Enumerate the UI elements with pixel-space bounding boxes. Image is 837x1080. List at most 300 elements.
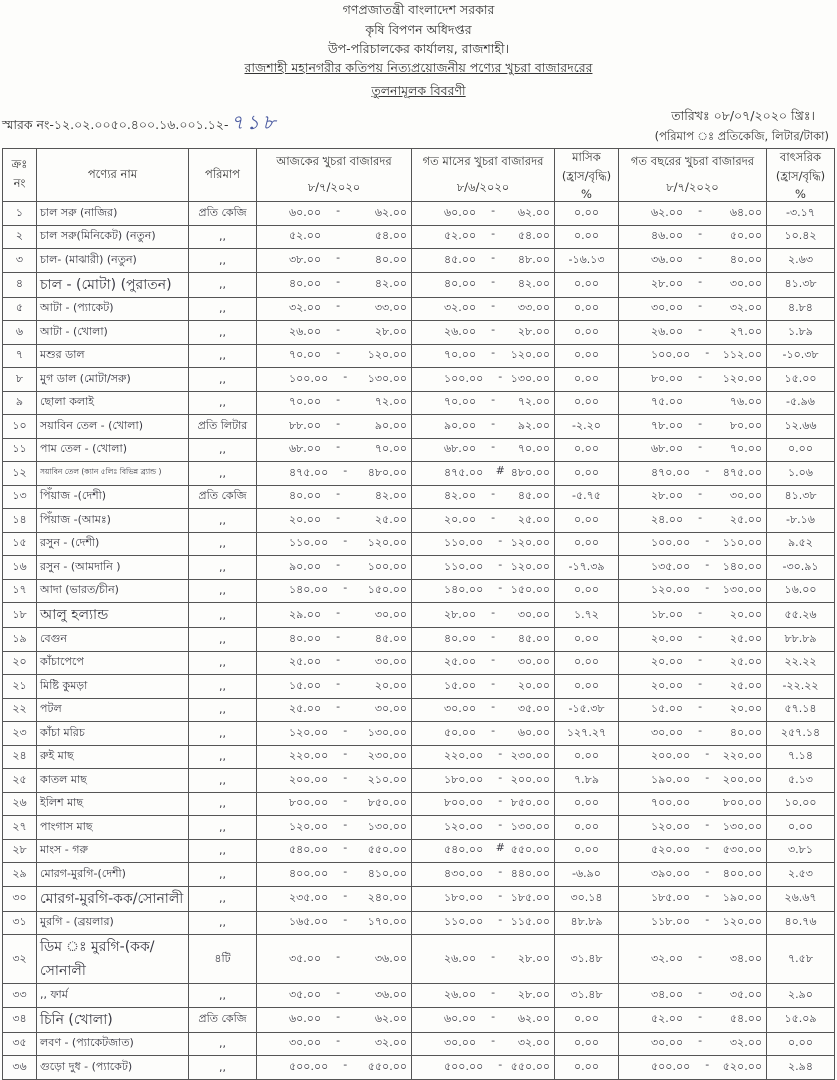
monthly-change: -১৬.১৩ — [555, 249, 619, 273]
today-price-high: ৪২.০০ — [374, 277, 407, 290]
yearly-change: -৫.৯৬ — [767, 391, 835, 415]
last-month-price-low: ৪৫.০০ — [444, 252, 477, 266]
last-year-price-separator: - — [705, 889, 710, 902]
yearly-change: ৩.৮১ — [767, 839, 835, 863]
today-price-separator: - — [336, 1034, 341, 1048]
last-month-price — [412, 792, 555, 816]
today-price-separator: - — [336, 557, 341, 571]
yearly-change: ১৫.০০ — [767, 368, 835, 392]
last-year-price — [619, 297, 767, 321]
table-row — [3, 462, 835, 486]
last-year-price — [619, 225, 767, 249]
yearly-change: ৭.১৪ — [767, 745, 835, 769]
yearly-change: ২২.২২ — [767, 651, 835, 675]
today-date: ৮/৭/২০২০ — [257, 175, 412, 202]
last-year-price — [619, 911, 767, 935]
department-heading: কৃষি বিপণন অধিদপ্তর — [365, 22, 472, 37]
product-unit: ,, — [189, 462, 257, 486]
last-month-price — [412, 769, 555, 793]
today-price-separator: - — [336, 275, 341, 288]
today-price-high: ১৩০.০০ — [367, 819, 407, 833]
last-year-price-separator: - — [698, 227, 703, 241]
last-year-price-high: ৬৪.০০ — [729, 205, 762, 219]
last-year-price — [619, 1007, 767, 1032]
last-month-price-low: ১৮০.০০ — [444, 772, 484, 786]
last-month-price-high: ৩২.০০ — [517, 1036, 550, 1050]
monthly-change: ০.০০ — [555, 1007, 619, 1032]
last-month-price-separator: - — [491, 605, 496, 619]
yearly-change: ৪১.৩৮ — [767, 485, 835, 509]
monthly-change: ০.০০ — [555, 1056, 619, 1080]
last-month-price-high: ৭২.০০ — [517, 395, 550, 409]
today-price — [257, 698, 412, 722]
product-name: পিঁয়াজ -(আমঃ) — [37, 509, 189, 533]
today-price — [257, 651, 412, 675]
last-month-price-high: ৪৪০.০০ — [510, 866, 550, 880]
product-name: পটল — [37, 698, 189, 722]
last-year-price-low: ১১৮.০০ — [651, 915, 691, 929]
last-month-price-low: ১৮০.০০ — [444, 891, 484, 904]
last-month-price — [412, 628, 555, 652]
today-price-low: ১২০.০০ — [289, 819, 329, 833]
last-year-price-separator: - — [698, 250, 703, 264]
serial-number: ২৫ — [3, 769, 37, 793]
last-month-price — [412, 225, 555, 249]
today-price-high: ২৮.০০ — [374, 324, 407, 338]
serial-number: ৩৫ — [3, 1032, 37, 1056]
product-name: পাম তেল - (খোলা) — [37, 438, 189, 462]
yearly-change: ৭.৫৮ — [767, 935, 835, 984]
table-row — [3, 651, 835, 675]
last-month-price — [412, 1032, 555, 1056]
last-year-price-high: ১২০.০০ — [722, 915, 762, 929]
today-price-high: ২১০.০০ — [367, 772, 407, 786]
last-year-price — [619, 698, 767, 722]
last-month-price — [412, 344, 555, 368]
last-month-price-high: ৮৫০.০০ — [510, 796, 550, 810]
product-unit: প্রতি কেজি — [189, 485, 257, 509]
serial-number: ২৩ — [3, 722, 37, 746]
serial-number: ১৭ — [3, 579, 37, 603]
last-year-price-low: ১৯০.০০ — [651, 772, 691, 786]
today-price — [257, 628, 412, 652]
last-month-price-separator: - — [491, 723, 496, 737]
today-price-high: ৩৬.০০ — [374, 951, 407, 965]
product-name: মশুর ডাল — [37, 344, 189, 368]
product-name: মুরগি - (ব্রয়লার) — [37, 911, 189, 935]
last-month-price-high: ১৩০.০০ — [510, 819, 550, 833]
last-year-price-low: ৭০০.০০ — [651, 796, 691, 810]
product-unit: ,, — [189, 603, 257, 628]
today-price-separator: - — [343, 581, 348, 595]
last-year-price — [619, 769, 767, 793]
last-year-price-high: ৭০.০০ — [729, 442, 762, 456]
product-unit: ,, — [189, 344, 257, 368]
serial-number: ৩০ — [3, 886, 37, 911]
yearly-change: ০.০০ — [767, 1032, 835, 1056]
today-price-low: ৪৭৫.০০ — [289, 465, 329, 479]
product-unit: ,, — [189, 321, 257, 345]
product-name: সয়াবিন তেল (ক্যান ৫লিঃ বিভিন্ন ব্র্যান্ড ) — [37, 462, 189, 486]
last-month-price-separator: - — [491, 322, 496, 336]
col-last-year-header: গত বছরের খুচরা বাজারদর — [619, 149, 767, 176]
today-price-low: ৮০০.০০ — [289, 796, 329, 810]
yearly-change: ২.৯৪ — [767, 1056, 835, 1080]
today-price-low: ২৬.০০ — [289, 324, 322, 338]
last-year-price — [619, 722, 767, 746]
col-name-header: পণ্যের নাম — [37, 149, 189, 202]
today-price-separator: - — [336, 203, 341, 217]
last-year-price-separator: - — [698, 510, 703, 524]
today-price — [257, 722, 412, 746]
last-year-price-separator: - — [705, 747, 710, 761]
last-month-price-high: ১৫০.০০ — [510, 583, 550, 597]
last-year-price-high: ৪৭৫.০০ — [722, 465, 762, 479]
last-month-price-separator: - — [498, 1057, 503, 1071]
product-unit: ,, — [189, 532, 257, 556]
product-unit: ,, — [189, 675, 257, 699]
today-price-high: ৩০.০০ — [374, 702, 407, 716]
last-year-price-high: ৩০.০০ — [729, 277, 762, 290]
last-month-price-high: ২৫.০০ — [517, 512, 550, 526]
last-year-price-high: ২০.০০ — [729, 702, 762, 716]
product-unit: ,, — [189, 651, 257, 675]
table-row — [3, 839, 835, 863]
today-price-separator: - — [336, 416, 341, 430]
today-price-separator: - — [343, 794, 348, 808]
today-price-low: ২০.০০ — [289, 512, 322, 526]
last-month-price-high: ২০.০০ — [517, 678, 550, 692]
product-unit: ,, — [189, 225, 257, 249]
today-price-high: ১০০.০০ — [367, 559, 407, 573]
monthly-change: ০.০০ — [555, 344, 619, 368]
serial-number: ২১ — [3, 675, 37, 699]
last-year-price-separator: - — [705, 770, 710, 784]
product-name: চাল - (মোটা) (পুরাতন) — [37, 272, 189, 297]
today-price-high: ৪৮০.০০ — [367, 465, 407, 479]
last-year-price-high: ২০০.০০ — [722, 772, 762, 786]
yearly-change: ২.৬৩ — [767, 249, 835, 273]
last-year-price-high: ৩২.০০ — [729, 301, 762, 315]
today-price-low: ৪০.০০ — [289, 277, 322, 290]
last-year-price-high: ৪০.০০ — [729, 725, 762, 739]
last-month-price-separator: - — [498, 747, 503, 761]
today-price-high: ১৫০.০০ — [367, 583, 407, 597]
serial-number: ৩২ — [3, 935, 37, 984]
today-price — [257, 1032, 412, 1056]
last-month-price-low: ৩২.০০ — [444, 301, 477, 315]
last-month-price-high: ১২০.০০ — [510, 536, 550, 550]
last-month-price — [412, 391, 555, 415]
serial-number: ১৪ — [3, 509, 37, 533]
today-price — [257, 297, 412, 321]
product-name: কাঁচা মরিচ — [37, 722, 189, 746]
last-year-price-separator: - — [698, 369, 703, 383]
today-price — [257, 344, 412, 368]
table-row — [3, 249, 835, 273]
monthly-change: ৩১.৪৮ — [555, 935, 619, 984]
last-month-price-high: ১২০.০০ — [510, 559, 550, 573]
last-month-price — [412, 816, 555, 840]
yearly-change: -৩.১৭ — [767, 202, 835, 226]
last-month-price-low: ৪৭৫.০০ — [444, 465, 484, 479]
today-price-low: ১৫.০০ — [289, 678, 322, 692]
product-name: আটা - (খোলা) — [37, 321, 189, 345]
last-month-price-low: ৪২.০০ — [444, 489, 477, 503]
today-price-low: ৫০০.০০ — [289, 1059, 329, 1073]
last-year-price — [619, 272, 767, 297]
today-price — [257, 984, 412, 1008]
serial-number: ২৮ — [3, 839, 37, 863]
last-month-price-high: ২৮.০০ — [517, 951, 550, 965]
last-year-price — [619, 509, 767, 533]
last-year-price-separator: - — [705, 864, 710, 878]
last-month-price — [412, 249, 555, 273]
table-row — [3, 722, 835, 746]
last-year-price-high: ৮০০.০০ — [722, 796, 762, 810]
monthly-change: ০.০০ — [555, 628, 619, 652]
memo-number — [2, 108, 278, 141]
last-month-price-high: ৩০.০০ — [517, 655, 550, 669]
product-name: ,, ফার্ম — [37, 984, 189, 1008]
serial-number: ৯ — [3, 391, 37, 415]
last-year-price-low: ৭৫.০০ — [651, 395, 684, 409]
last-year-price-high: ১১০.০০ — [722, 536, 762, 550]
last-month-price — [412, 935, 555, 984]
yearly-change: ৯.৫২ — [767, 532, 835, 556]
monthly-change: ০.০০ — [555, 202, 619, 226]
product-name: রুই মাছ — [37, 745, 189, 769]
today-price-separator: - — [336, 487, 341, 501]
today-price-high: ৭০.০০ — [374, 442, 407, 456]
product-unit: ,, — [189, 839, 257, 863]
last-year-price-low: ১২০.০০ — [651, 583, 691, 597]
today-price-low: ৩৫.০০ — [289, 987, 322, 1001]
today-price-low: ১১০.০০ — [289, 536, 329, 550]
last-year-price-low: ২৮.০০ — [651, 277, 684, 290]
today-price — [257, 556, 412, 580]
last-year-price-high: ৫৪.০০ — [729, 1012, 762, 1025]
last-year-price-high: ৫০.০০ — [729, 229, 762, 243]
govt-heading: গণপ্রজাতন্ত্রী বাংলাদেশ সরকার — [342, 2, 495, 17]
price-comparison-table — [2, 148, 835, 1080]
last-year-price-low: ২০.০০ — [651, 678, 684, 692]
last-month-price-low: ৮০০.০০ — [444, 796, 484, 810]
today-price — [257, 579, 412, 603]
last-year-price-high: ২০.০০ — [729, 607, 762, 621]
product-unit: ,, — [189, 368, 257, 392]
last-year-price-high: ৩২.০০ — [729, 1036, 762, 1050]
product-unit: ,, — [189, 886, 257, 911]
table-row — [3, 1007, 835, 1032]
today-price-separator: - — [336, 700, 341, 714]
last-month-price-low: ২২০.০০ — [444, 749, 484, 763]
last-year-price — [619, 984, 767, 1008]
last-month-price-low: ১২০.০০ — [444, 819, 484, 833]
document-date: তারিখঃ ০৮/০৭/২০২০ খ্রিঃ। — [671, 108, 815, 123]
today-price-high: ৭২.০০ — [374, 395, 407, 409]
today-price — [257, 249, 412, 273]
product-unit: ,, — [189, 391, 257, 415]
last-month-price-low: ৭০.০০ — [444, 395, 477, 409]
monthly-change: ০.০০ — [555, 368, 619, 392]
product-unit: ,, — [189, 984, 257, 1008]
last-month-price-separator: - — [498, 770, 503, 784]
last-month-price-high: ৫৫০.০০ — [510, 843, 550, 857]
today-price-separator: - — [343, 463, 348, 477]
last-year-price-separator: - — [698, 1034, 703, 1048]
yearly-change: ১৫.০৯ — [767, 1007, 835, 1032]
product-name: চিনি (খোলা) — [37, 1007, 189, 1032]
last-year-price-separator: - — [698, 275, 703, 288]
last-year-price-high: ১৪০.০০ — [722, 559, 762, 573]
today-price-high: ২৪০.০০ — [367, 891, 407, 904]
last-month-price-separator: - — [491, 203, 496, 217]
table-row — [3, 935, 835, 984]
last-month-price-separator: - — [491, 700, 496, 714]
product-unit: ,, — [189, 556, 257, 580]
serial-number: ২ — [3, 225, 37, 249]
table-row — [3, 863, 835, 887]
last-month-price-separator: - — [498, 369, 503, 383]
last-year-price-separator: - — [705, 581, 710, 595]
last-year-price-separator: - — [698, 949, 703, 963]
last-year-price-high: ২৫.০০ — [729, 655, 762, 669]
today-price-high: ২৩০.০০ — [367, 749, 407, 763]
last-month-price — [412, 485, 555, 509]
last-month-price-high: ৪৮০.০০ — [510, 465, 550, 479]
last-month-price-low: ৪০.০০ — [444, 277, 477, 290]
today-price-separator: - — [336, 299, 341, 313]
last-month-price-separator: - — [491, 227, 496, 241]
last-year-price — [619, 556, 767, 580]
product-name: রসুন - (দেশী) — [37, 532, 189, 556]
last-year-price-high: ৮০.০০ — [729, 418, 762, 432]
last-year-price — [619, 579, 767, 603]
product-name: পিঁয়াজ -(দেশী) — [37, 485, 189, 509]
today-price — [257, 1056, 412, 1080]
monthly-change: -১৫.৩৮ — [555, 698, 619, 722]
today-price-low: ১৬৫.০০ — [289, 915, 329, 929]
last-month-price-low: ৫২.০০ — [444, 229, 477, 243]
last-year-price-low: ২৪.০০ — [651, 512, 684, 526]
last-month-price-low: ৬০.০০ — [444, 205, 477, 219]
last-year-price — [619, 344, 767, 368]
last-month-price-low: ১৫.০০ — [444, 678, 477, 692]
last-month-price-low: ১৪০.০০ — [444, 583, 484, 597]
last-year-price-separator: - — [705, 463, 710, 477]
last-year-price-high: ২২০.০০ — [722, 749, 762, 763]
last-year-price — [619, 839, 767, 863]
today-price-low: ৪০.০০ — [289, 631, 322, 645]
last-month-price-low: ২৬.০০ — [444, 987, 477, 1001]
monthly-change: -৬.৯০ — [555, 863, 619, 887]
office-heading: উপ-পরিচালকের কার্যালয়, রাজশাহী। — [327, 41, 510, 56]
last-month-price — [412, 722, 555, 746]
serial-number: ১ — [3, 202, 37, 226]
last-month-price-separator: - — [491, 346, 496, 360]
serial-number: ৩৪ — [3, 1007, 37, 1032]
last-year-price — [619, 792, 767, 816]
col-last-month-header: গত মাসের খুচরা বাজারদর — [412, 149, 555, 176]
last-year-price-low: ৭৮.০০ — [651, 418, 684, 432]
last-month-price-low: ৭০.০০ — [444, 348, 477, 362]
today-price-high: ৯০.০০ — [374, 418, 407, 432]
last-year-price-high: ৪০০.০০ — [722, 866, 762, 880]
last-month-price-high: ৬০.০০ — [517, 725, 550, 739]
today-price-low: ৩৮.০০ — [289, 252, 322, 266]
today-price-separator: - — [336, 605, 341, 619]
today-price-high: ১৭০.০০ — [367, 915, 407, 929]
serial-number: ৮ — [3, 368, 37, 392]
today-price-low: ৬০.০০ — [289, 205, 322, 219]
last-month-price-low: ৫০০.০০ — [444, 1059, 484, 1073]
last-month-price-low: ২০.০০ — [444, 512, 477, 526]
last-year-price-low: ৩৯০.০০ — [651, 866, 691, 880]
serial-number: ২৭ — [3, 816, 37, 840]
monthly-change: ০.০০ — [555, 579, 619, 603]
today-price-low: ৮৮.০০ — [289, 418, 322, 432]
last-month-price — [412, 886, 555, 911]
last-year-price — [619, 532, 767, 556]
last-month-price-low: ১১০.০০ — [444, 915, 484, 929]
today-price-low: ৩৫.০০ — [289, 951, 322, 965]
serial-number: ১৫ — [3, 532, 37, 556]
last-month-price-low: ১১০.০০ — [444, 559, 484, 573]
document-title: রাজশাহী মহানগরীর কতিপয় নিত্যপ্রয়োজনীয় পণ্যের খুচরা বাজারদরের — [244, 60, 593, 75]
last-month-price-separator: - — [491, 250, 496, 264]
product-name: কাঁচাপেপে — [37, 651, 189, 675]
last-year-price-low: ৮০.০০ — [651, 371, 684, 385]
product-name: মুগ ডাল (মোটা/সরু) — [37, 368, 189, 392]
last-month-price — [412, 863, 555, 887]
today-price-low: ৬০.০০ — [289, 1012, 322, 1025]
yearly-change: ১০.৪২ — [767, 225, 835, 249]
product-name: ইলিশ মাছ — [37, 792, 189, 816]
last-year-price-high: ২৫.০০ — [729, 512, 762, 526]
last-month-price-low: ৬০.০০ — [444, 1012, 477, 1025]
last-year-price-high: ১৯০.০০ — [722, 891, 762, 904]
monthly-change: ০.০০ — [555, 1032, 619, 1056]
table-row — [3, 769, 835, 793]
today-price-low: ১২০.০০ — [289, 725, 329, 739]
monthly-change: ০.০০ — [555, 816, 619, 840]
today-price-low: ৭০.০০ — [289, 395, 322, 409]
product-unit: প্রতি লিটার — [189, 415, 257, 439]
yearly-change: ২৫৭.১৪ — [767, 722, 835, 746]
yearly-change: -২২.২২ — [767, 675, 835, 699]
today-price-high: ৫৫০.০০ — [367, 843, 407, 857]
serial-number: ১২ — [3, 462, 37, 486]
today-price-separator: - — [343, 747, 348, 761]
product-name: কাতল মাছ — [37, 769, 189, 793]
last-year-price — [619, 1032, 767, 1056]
last-month-price-high: ১৩০.০০ — [510, 371, 550, 385]
last-year-price-separator: - — [698, 676, 703, 690]
product-unit: ,, — [189, 297, 257, 321]
last-month-price-separator: - — [498, 817, 503, 831]
product-unit: ,, — [189, 769, 257, 793]
product-name: আলু হল্যান্ড — [37, 603, 189, 628]
last-month-price-separator: - — [498, 913, 503, 927]
product-name: পাংগাস মাছ — [37, 816, 189, 840]
serial-number: ৩৬ — [3, 1056, 37, 1080]
monthly-change: ৭.৮৯ — [555, 769, 619, 793]
monthly-change: ০.০০ — [555, 792, 619, 816]
today-price-high: ৬২.০০ — [374, 1012, 407, 1025]
last-month-price-separator: - — [491, 985, 496, 999]
last-month-price-separator: - — [498, 557, 503, 571]
